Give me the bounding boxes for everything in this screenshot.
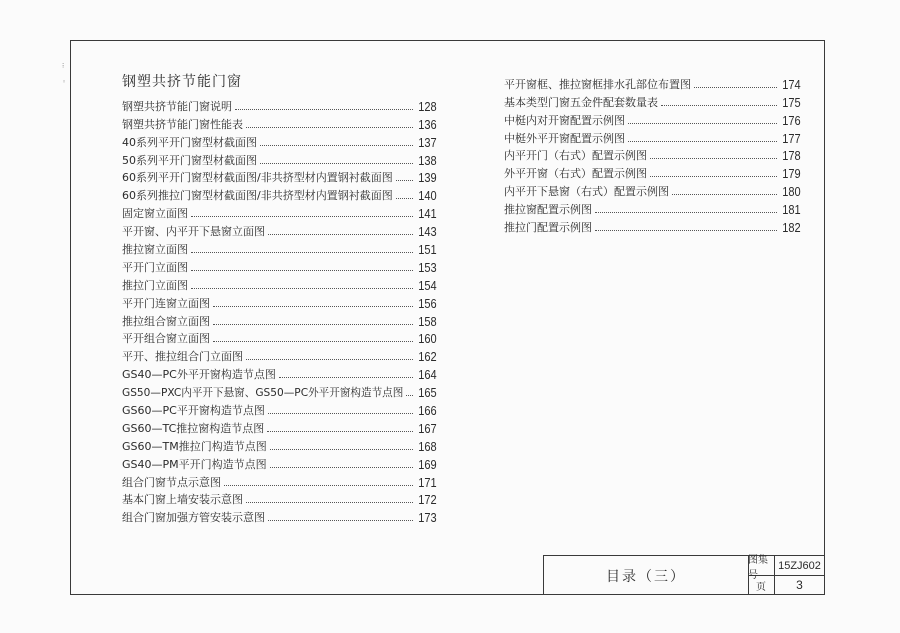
dot-leader xyxy=(396,180,414,181)
toc-list xyxy=(122,96,437,525)
binding-margin xyxy=(0,0,70,633)
toc-entry-label: 钢塑共挤节能门窗说明 xyxy=(122,99,232,113)
toc-entry-label: 平开窗框、推拉窗框排水孔部位布置图 xyxy=(504,77,691,91)
dot-leader xyxy=(396,198,414,199)
toc-entry-page: 141 xyxy=(418,206,437,222)
toc-entry xyxy=(504,199,801,217)
toc-entry-page: 173 xyxy=(418,510,437,526)
toc-entry xyxy=(504,146,801,164)
toc-entry xyxy=(122,185,437,203)
toc-entry-page: 160 xyxy=(418,331,437,347)
toc-entry xyxy=(122,382,437,400)
dot-leader xyxy=(260,163,413,164)
dot-leader xyxy=(213,324,413,325)
toc-entry-label: GS60—TC推拉窗构造节点图 xyxy=(122,421,265,435)
toc-entry xyxy=(504,217,801,235)
dot-leader xyxy=(270,449,414,450)
dot-leader xyxy=(270,467,414,468)
toc-entry-page: 143 xyxy=(418,224,437,240)
section-title: 钢塑共挤节能门窗 xyxy=(122,74,242,90)
toc-entry-label: 平开组合窗立面图 xyxy=(122,332,210,346)
toc-entry-page: 154 xyxy=(418,277,437,293)
toc-entry-label: 推拉窗配置示例图 xyxy=(504,203,592,217)
atlas-number-label: 图集号 xyxy=(748,554,768,581)
toc-entry xyxy=(122,329,437,347)
toc-entry-page: 139 xyxy=(418,170,437,186)
page-number: 3 xyxy=(796,578,803,592)
dot-leader xyxy=(628,141,777,142)
dot-leader xyxy=(595,230,777,231)
toc-entry-label: GS40—PC外平开窗构造节点图 xyxy=(122,368,276,382)
dot-leader xyxy=(650,158,777,159)
dot-leader xyxy=(213,341,413,342)
toc-entry-page: 169 xyxy=(418,456,437,472)
toc-entry xyxy=(122,454,437,472)
toc-entry-label: GS60—TM推拉门构造节点图 xyxy=(122,439,267,453)
toc-entry-label: 内平开门（右式）配置示例图 xyxy=(504,149,647,163)
toc-entry-page: 179 xyxy=(782,166,801,182)
toc-entry xyxy=(122,293,437,311)
toc-entry-page: 165 xyxy=(418,385,437,401)
toc-entry xyxy=(122,275,437,293)
toc-entry xyxy=(122,114,437,132)
toc-entry xyxy=(122,257,437,275)
toc-entry-label: 60系列平开门窗型材截面图/非共挤型材内置钢衬截面图 xyxy=(122,171,393,185)
toc-right-column xyxy=(504,74,801,235)
toc-entry-label: 组合门窗节点示意图 xyxy=(122,475,221,489)
toc-entry-page: 177 xyxy=(782,130,801,146)
toc-entry xyxy=(122,400,437,418)
toc-entry-page: 162 xyxy=(418,349,437,365)
dot-leader xyxy=(213,306,413,307)
toc-entry xyxy=(122,472,437,490)
toc-entry-label: 固定窗立面图 xyxy=(122,207,188,221)
toc-entry-page: 172 xyxy=(418,492,437,508)
toc-entry-label: 平开门连窗立面图 xyxy=(122,296,210,310)
toc-entry-page: 168 xyxy=(418,438,437,454)
toc-entry-label: 60系列推拉门窗型材截面图/非共挤型材内置钢衬截面图 xyxy=(122,189,393,203)
toc-entry-page: 181 xyxy=(782,202,801,218)
toc-entry xyxy=(122,239,437,257)
toc-entry-page: 182 xyxy=(782,220,801,236)
dot-leader xyxy=(268,413,413,414)
toc-entry-page: 171 xyxy=(418,474,437,490)
toc-entry xyxy=(504,110,801,128)
toc-entry-page: 151 xyxy=(418,242,437,258)
toc-entry xyxy=(122,418,437,436)
dot-leader xyxy=(279,377,413,378)
dot-leader xyxy=(246,502,413,503)
toc-entry xyxy=(122,436,437,454)
toc-entry-page: 175 xyxy=(782,94,801,110)
toc-entry-label: 推拉窗立面图 xyxy=(122,243,188,257)
dot-leader xyxy=(246,127,413,128)
dot-leader xyxy=(224,485,413,486)
toc-entry xyxy=(122,221,437,239)
toc-entry-page: 128 xyxy=(418,98,437,114)
toc-entry-page: 176 xyxy=(782,112,801,128)
dot-leader xyxy=(191,270,413,271)
dot-leader xyxy=(260,145,413,146)
toc-entry xyxy=(122,203,437,221)
toc-entry-label: 40系列平开门窗型材截面图 xyxy=(122,135,257,149)
toc-entry-page: 153 xyxy=(418,259,437,275)
toc-entry-label: 基本门窗上墙安装示意图 xyxy=(122,493,243,507)
dot-leader xyxy=(628,123,777,124)
toc-entry-label: 推拉门立面图 xyxy=(122,278,188,292)
toc-list xyxy=(504,74,801,235)
toc-entry-label: 50系列平开门窗型材截面图 xyxy=(122,153,257,167)
dot-leader xyxy=(661,105,777,106)
toc-entry xyxy=(122,346,437,364)
toc-entry-label: 内平开下悬窗（右式）配置示例图 xyxy=(504,185,669,199)
toc-entry-label: GS50—PXC内平开下悬窗、GS50—PC外平开窗构造节点图 xyxy=(122,386,404,400)
toc-entry xyxy=(504,163,801,181)
toc-entry xyxy=(504,128,801,146)
toc-entry-label: 中梃内对开窗配置示例图 xyxy=(504,113,625,127)
toc-entry-page: 180 xyxy=(782,184,801,200)
atlas-number: 15ZJ602 xyxy=(778,559,821,572)
dot-leader xyxy=(191,288,413,289)
dot-leader xyxy=(191,216,413,217)
toc-entry xyxy=(504,74,801,92)
toc-entry-label: 组合门窗加强方管安装示意图 xyxy=(122,511,265,525)
toc-entry xyxy=(122,168,437,186)
dot-leader xyxy=(191,252,413,253)
dot-leader xyxy=(267,431,413,432)
toc-entry-label: 中梃外平开窗配置示例图 xyxy=(504,131,625,145)
title-block xyxy=(543,555,825,595)
toc-entry xyxy=(122,311,437,329)
toc-entry-page: 166 xyxy=(418,403,437,419)
binding-mark: ◦ xyxy=(62,78,67,86)
toc-entry-page: 156 xyxy=(418,295,437,311)
dot-leader xyxy=(672,194,777,195)
toc-entry xyxy=(504,92,801,110)
dot-leader xyxy=(406,395,413,396)
toc-entry-page: 167 xyxy=(418,420,437,436)
toc-entry-label: 平开、推拉组合门立面图 xyxy=(122,350,243,364)
toc-entry xyxy=(122,132,437,150)
page-label: 页 xyxy=(756,581,766,593)
toc-entry-label: 基本类型门窗五金件配套数量表 xyxy=(504,95,658,109)
dot-leader xyxy=(268,520,413,521)
toc-entry-page: 174 xyxy=(782,76,801,92)
toc-entry xyxy=(122,150,437,168)
toc-entry xyxy=(122,96,437,114)
toc-entry-label: 外平开窗（右式）配置示例图 xyxy=(504,167,647,181)
toc-entry-page: 137 xyxy=(418,134,437,150)
toc-entry xyxy=(122,364,437,382)
toc-entry-page: 138 xyxy=(418,152,437,168)
toc-entry-page: 136 xyxy=(418,116,437,132)
toc-entry-page: 164 xyxy=(418,367,437,383)
dot-leader xyxy=(246,359,413,360)
toc-entry-label: 推拉组合窗立面图 xyxy=(122,314,210,328)
toc-entry-label: GS60—PC平开窗构造节点图 xyxy=(122,404,265,418)
toc-entry-label: GS40—PM平开门构造节点图 xyxy=(122,457,267,471)
toc-left-column xyxy=(122,72,437,525)
toc-entry-page: 140 xyxy=(418,188,437,204)
dot-leader xyxy=(595,212,777,213)
toc-entry xyxy=(122,490,437,508)
dot-leader xyxy=(650,176,777,177)
toc-entry-label: 推拉门配置示例图 xyxy=(504,221,592,235)
dot-leader xyxy=(235,109,413,110)
dot-leader xyxy=(694,87,777,88)
toc-entry-page: 158 xyxy=(418,313,437,329)
sheet-title: 目录（三） xyxy=(544,556,749,595)
toc-entry-label: 钢塑共挤节能门窗性能表 xyxy=(122,117,243,131)
toc-entry xyxy=(122,507,437,525)
toc-entry xyxy=(504,181,801,199)
binding-mark: ⁝ xyxy=(62,62,65,70)
toc-entry-label: 平开窗、内平开下悬窗立面图 xyxy=(122,225,265,239)
dot-leader xyxy=(268,234,413,235)
toc-entry-page: 178 xyxy=(782,148,801,164)
title-block-grid xyxy=(748,556,825,595)
toc-entry-label: 平开门立面图 xyxy=(122,260,188,274)
